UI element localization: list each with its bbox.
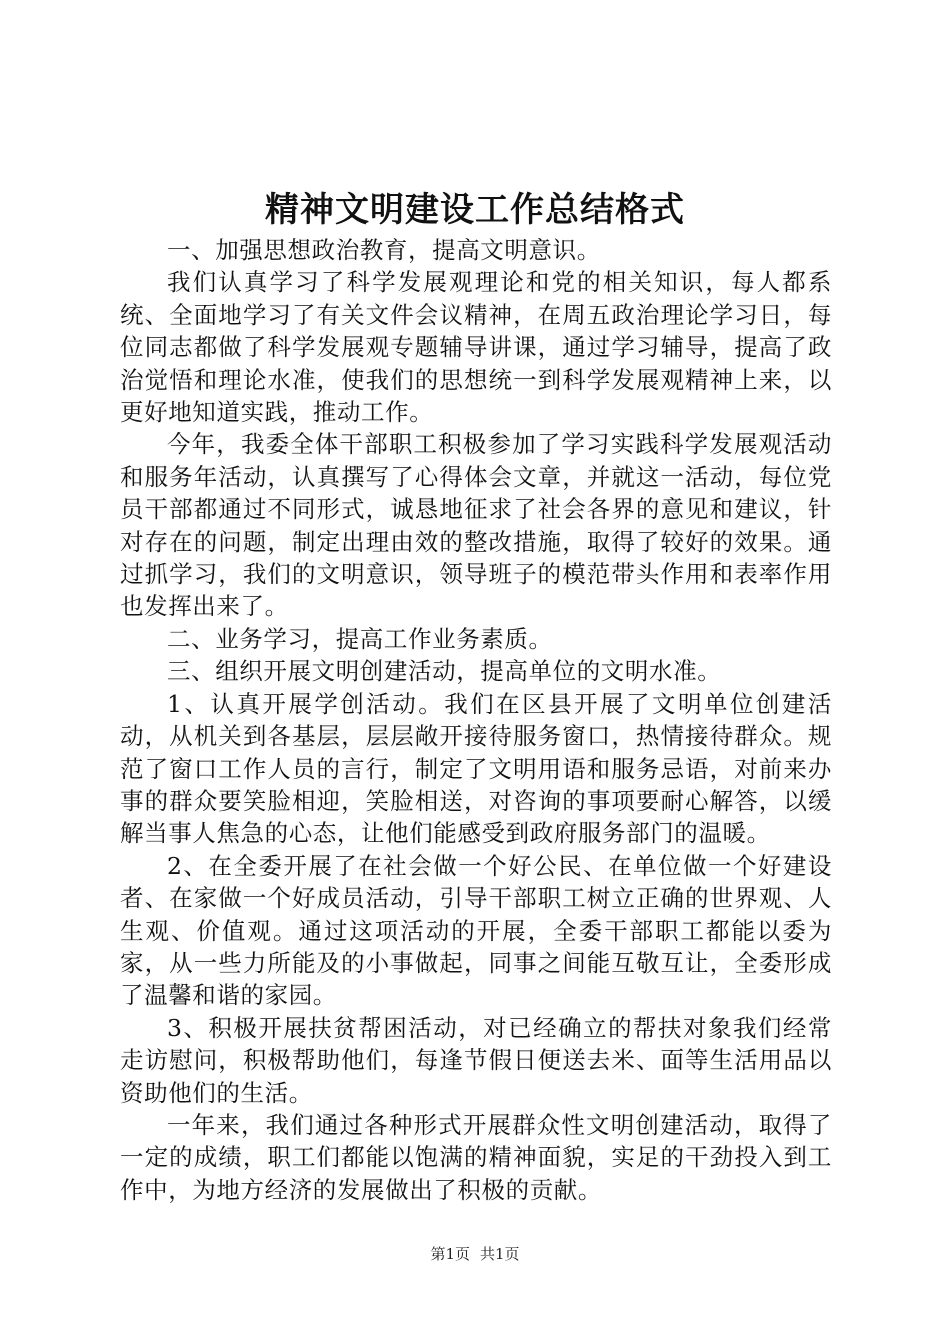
- page-total: 共1页: [480, 1245, 520, 1263]
- body-paragraph: 今年，我委全体干部职工积极参加了学习实践科学发展观活动和服务年活动，认真撰写了心得体会文章，并就这一活动，每位党员干部都通过不同形式，诚恳地征求了社会各界的意见和建议，针对存在的问题，制定出理由效的整改措施，取得了较好的效果。通过抓学习，我们的文明意识，领导班子的模范带头作用和表率作用也发挥出来了。: [120, 430, 832, 621]
- section-heading-1: 一、加强思想政治教育，提高文明意识。: [167, 236, 601, 264]
- section-heading-2: 二、业务学习，提高工作业务素质。: [167, 624, 553, 653]
- document-body: [120, 234, 832, 1206]
- closing-paragraph: 一年来，我们通过各种形式开展群众性文明创建活动，取得了一定的成绩，职工们都能以饱满的精神面貌，实足的干劲投入到工作中，为地方经济的发展做出了积极的贡献。: [120, 1110, 832, 1204]
- page-footer: [0, 1244, 950, 1264]
- section-heading-3: 三、组织开展文明创建活动，提高单位的文明水准。: [167, 657, 722, 686]
- body-paragraph: 我们认真学习了科学发展观理论和党的相关知识，每人都系统、全面地学习了有关文件会议精神，在周五政治理论学习日，每位同志都做了科学发展观专题辅导讲课，通过学习辅导，提高了政治觉悟和理论水准，使我们的思想统一到科学发展观精神上来，以更好地知道实践，推动工作。: [120, 268, 832, 427]
- body-paragraph: 3、积极开展扶贫帮困活动，对已经确立的帮扶对象我们经常走访慰问，积极帮助他们，每逢节假日便送去米、面等生活用品以资助他们的生活。: [120, 1013, 832, 1107]
- page-number: 第1页: [430, 1245, 470, 1263]
- body-paragraph: 1、认真开展学创活动。我们在区县开展了文明单位创建活动，从机关到各基层，层层敞开接待服务窗口，热情接待群众。规范了窗口工作人员的言行，制定了文明用语和服务忌语，对前来办事的群众要笑脸相迎，笑脸相送，对咨询的事项要耐心解答，以缓解当事人焦急的心态，让他们能感受到政府服务部门的温暖。: [120, 689, 832, 848]
- body-paragraph: 2、在全委开展了在社会做一个好公民、在单位做一个好建设者、在家做一个好成员活动，引导干部职工树立正确的世界观、人生观、价值观。通过这项活动的开展，全委干部职工都能以委为家，从一些力所能及的小事做起，同事之间能互敬互让，全委形成了温馨和谐的家园。: [120, 851, 832, 1010]
- document-title: 精神文明建设工作总结格式: [265, 190, 685, 230]
